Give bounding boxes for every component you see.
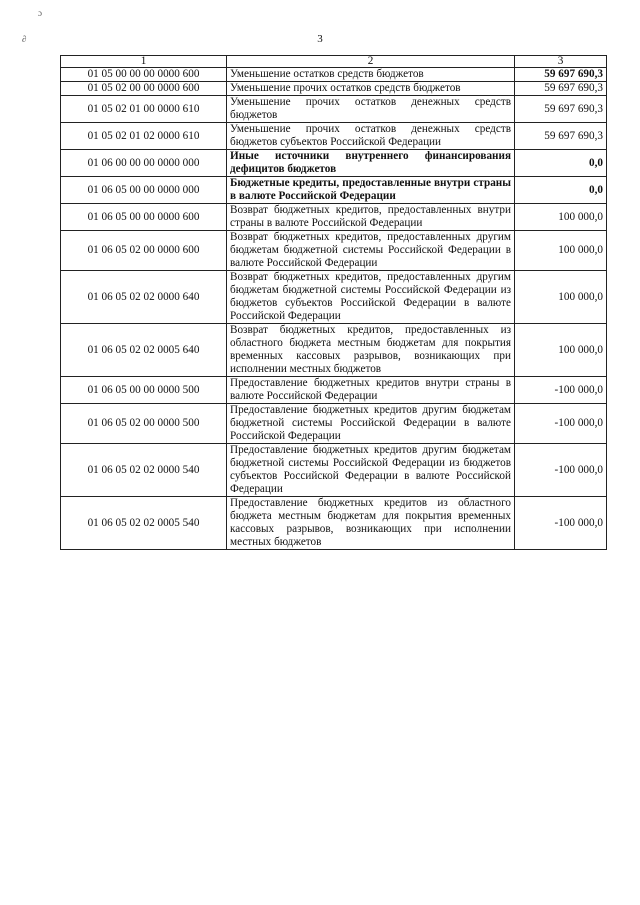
desc-cell: Уменьшение остатков средств бюджетов <box>227 68 515 82</box>
table-row <box>61 271 607 324</box>
amount-cell: -100 000,0 <box>515 444 607 497</box>
code-cell: 01 05 02 01 02 0000 610 <box>61 123 227 150</box>
table-row <box>61 324 607 377</box>
desc-cell: Возврат бюджетных кредитов, предоставленных из областного бюджета местным бюджетам для покрытия временных кассовых разрывов, возникающих при исполнении местных бюджетов <box>227 324 515 377</box>
desc-cell: Возврат бюджетных кредитов, предоставленных другим бюджетам бюджетной системы Российской Федерации из бюджетов субъектов Российской Федерации в валюте Российской Федерации <box>227 271 515 324</box>
code-cell: 01 06 05 02 02 0005 640 <box>61 324 227 377</box>
code-cell: 01 06 05 02 00 0000 500 <box>61 404 227 444</box>
code-cell: 01 06 05 02 00 0000 600 <box>61 231 227 271</box>
amount-cell: 59 697 690,3 <box>515 82 607 96</box>
amount-cell: 0,0 <box>515 177 607 204</box>
desc-cell: Предоставление бюджетных кредитов другим бюджетам бюджетной системы Российской Федерации из бюджетов субъектов Российской Федерации в валюте Российской Федерации <box>227 444 515 497</box>
table-row <box>61 497 607 550</box>
code-cell: 01 06 05 02 02 0000 640 <box>61 271 227 324</box>
budget-sources-table <box>60 55 607 550</box>
amount-cell: 59 697 690,3 <box>515 68 607 82</box>
desc-cell: Уменьшение прочих остатков средств бюджетов <box>227 82 515 96</box>
scan-mark: ɔ <box>38 8 42 18</box>
desc-cell: Предоставление бюджетных кредитов другим бюджетам бюджетной системы Российской Федерации в валюте Российской Федерации <box>227 404 515 444</box>
code-cell: 01 06 05 00 00 0000 500 <box>61 377 227 404</box>
code-cell: 01 05 02 01 00 0000 610 <box>61 96 227 123</box>
table-row <box>61 150 607 177</box>
amount-cell: 0,0 <box>515 150 607 177</box>
table-row <box>61 404 607 444</box>
desc-cell: Бюджетные кредиты, предоставленные внутри страны в валюте Российской Федерации <box>227 177 515 204</box>
column-header-code: 1 <box>61 56 227 68</box>
table-row <box>61 68 607 82</box>
scan-mark-handwritten: ∂ <box>22 34 27 44</box>
amount-cell: 100 000,0 <box>515 231 607 271</box>
column-header-name: 2 <box>227 56 515 68</box>
table-row <box>61 377 607 404</box>
amount-cell: 100 000,0 <box>515 204 607 231</box>
table-row <box>61 177 607 204</box>
code-cell: 01 06 05 02 02 0005 540 <box>61 497 227 550</box>
desc-cell: Иные источники внутреннего финансирования дефицитов бюджетов <box>227 150 515 177</box>
table-row <box>61 82 607 96</box>
desc-cell: Уменьшение прочих остатков денежных средств бюджетов субъектов Российской Федерации <box>227 123 515 150</box>
code-cell: 01 06 05 00 00 0000 000 <box>61 177 227 204</box>
amount-cell: 59 697 690,3 <box>515 123 607 150</box>
table-row <box>61 123 607 150</box>
column-header-amount: 3 <box>515 56 607 68</box>
desc-cell: Возврат бюджетных кредитов, предоставленных другим бюджетам бюджетной системы Российской Федерации в валюте Российской Федерации <box>227 231 515 271</box>
amount-cell: -100 000,0 <box>515 404 607 444</box>
table-row <box>61 204 607 231</box>
table-row <box>61 231 607 271</box>
code-cell: 01 05 02 00 00 0000 600 <box>61 82 227 96</box>
amount-cell: 59 697 690,3 <box>515 96 607 123</box>
desc-cell: Предоставление бюджетных кредитов внутри страны в валюте Российской Федерации <box>227 377 515 404</box>
amount-cell: 100 000,0 <box>515 271 607 324</box>
desc-cell: Возврат бюджетных кредитов, предоставленных внутри страны в валюте Российской Федерации <box>227 204 515 231</box>
desc-cell: Предоставление бюджетных кредитов из областного бюджета местным бюджетам для покрытия временных кассовых разрывов, возникающих при исполнении местных бюджетов <box>227 497 515 550</box>
table-row <box>61 444 607 497</box>
code-cell: 01 05 00 00 00 0000 600 <box>61 68 227 82</box>
table-header-row <box>61 56 607 68</box>
table-row <box>61 96 607 123</box>
code-cell: 01 06 00 00 00 0000 000 <box>61 150 227 177</box>
code-cell: 01 06 05 00 00 0000 600 <box>61 204 227 231</box>
desc-cell: Уменьшение прочих остатков денежных средств бюджетов <box>227 96 515 123</box>
amount-cell: 100 000,0 <box>515 324 607 377</box>
amount-cell: -100 000,0 <box>515 377 607 404</box>
code-cell: 01 06 05 02 02 0000 540 <box>61 444 227 497</box>
page-number: 3 <box>317 33 323 45</box>
amount-cell: -100 000,0 <box>515 497 607 550</box>
